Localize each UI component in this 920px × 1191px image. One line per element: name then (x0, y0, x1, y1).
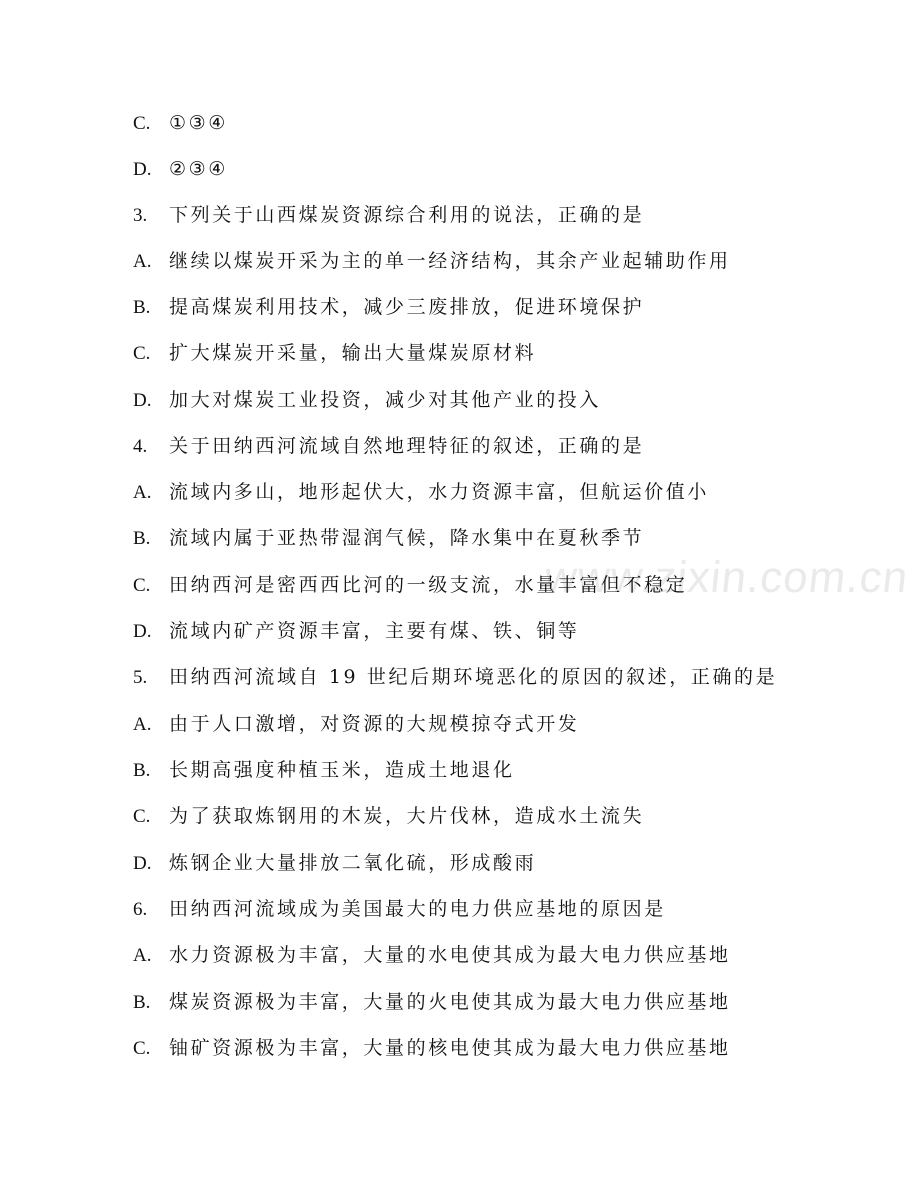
question-number: 4. (133, 436, 148, 457)
option-label: A. (133, 251, 152, 272)
option-text: ②③④ (169, 158, 228, 180)
option-text: 炼钢企业大量排放二氧化硫，形成酸雨 (169, 852, 537, 874)
option-line (133, 1036, 731, 1061)
question-line (133, 897, 666, 922)
option-label: C. (133, 113, 151, 134)
option-text: 铀矿资源极为丰富，大量的核电使其成为最大电力供应基地 (169, 1037, 731, 1059)
option-line (133, 619, 579, 644)
option-label: D. (133, 159, 152, 180)
question-line (133, 665, 777, 690)
question-number: 6. (133, 899, 148, 920)
question-text: 田纳西河流域自 19 世纪后期环境恶化的原因的叙述，正确的是 (169, 666, 778, 688)
option-line (133, 249, 731, 274)
option-line (133, 341, 536, 366)
option-text: 由于人口激增，对资源的大规模掠夺式开发 (169, 713, 580, 735)
option-label: A. (133, 714, 152, 735)
option-text: 水力资源极为丰富，大量的水电使其成为最大电力供应基地 (169, 944, 731, 966)
option-text: ①③④ (169, 112, 228, 134)
option-text: 继续以煤炭开采为主的单一经济结构，其余产业起辅助作用 (169, 250, 731, 272)
option-label: B. (133, 528, 151, 549)
option-text: 长期高强度种植玉米，造成土地退化 (169, 759, 515, 781)
option-label: C. (133, 1038, 151, 1059)
question-number: 5. (133, 667, 148, 688)
option-label: B. (133, 992, 151, 1013)
option-line (133, 712, 579, 737)
option-text: 提高煤炭利用技术，减少三废排放，促进环境保护 (169, 296, 645, 318)
option-label: C. (133, 343, 151, 364)
option-label: A. (133, 482, 152, 503)
option-label: C. (133, 575, 151, 596)
question-number: 3. (133, 205, 148, 226)
option-label: B. (133, 760, 151, 781)
option-label: D. (133, 853, 152, 874)
option-text: 流域内矿产资源丰富，主要有煤、铁、铜等 (169, 620, 580, 642)
option-line (133, 157, 228, 182)
option-text: 煤炭资源极为丰富，大量的火电使其成为最大电力供应基地 (169, 991, 731, 1013)
option-line (133, 480, 709, 505)
option-text: 田纳西河是密西西比河的一级支流，水量丰富但不稳定 (169, 574, 688, 596)
option-label: B. (133, 297, 151, 318)
question-text: 关于田纳西河流域自然地理特征的叙述，正确的是 (169, 435, 645, 457)
option-line (133, 851, 536, 876)
option-line (133, 295, 644, 320)
option-line (133, 111, 228, 136)
question-line (133, 434, 644, 459)
option-label: D. (133, 621, 152, 642)
option-text: 扩大煤炭开采量，输出大量煤炭原材料 (169, 342, 537, 364)
option-line (133, 758, 515, 783)
watermark: www.zixin.com.cn (542, 553, 911, 602)
option-line (133, 943, 731, 968)
option-line (133, 990, 731, 1015)
question-text: 下列关于山西煤炭资源综合利用的说法，正确的是 (169, 204, 645, 226)
option-text: 流域内属于亚热带湿润气候，降水集中在夏秋季节 (169, 527, 645, 549)
option-line (133, 573, 687, 598)
question-text: 田纳西河流域成为美国最大的电力供应基地的原因是 (169, 898, 666, 920)
option-label: A. (133, 945, 152, 966)
option-text: 流域内多山，地形起伏大，水力资源丰富，但航运价值小 (169, 481, 710, 503)
option-line (133, 526, 644, 551)
option-label: D. (133, 390, 152, 411)
option-label: C. (133, 806, 151, 827)
option-text: 加大对煤炭工业投资，减少对其他产业的投入 (169, 389, 602, 411)
option-line (133, 804, 644, 829)
option-text: 为了获取炼钢用的木炭，大片伐林，造成水土流失 (169, 805, 645, 827)
question-line (133, 203, 644, 228)
option-line (133, 388, 601, 413)
